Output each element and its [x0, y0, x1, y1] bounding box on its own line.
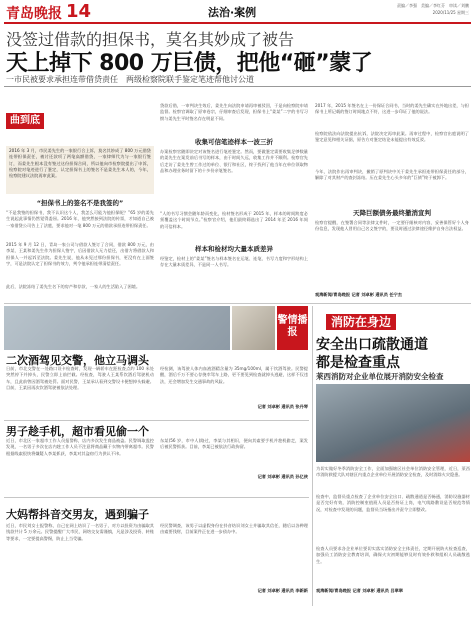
subhead-4: 天降巨额债务最终撤消宣判 [353, 209, 431, 217]
case-3-body-cont: 经民警调查，该男子以虚假身份在抖音结识刘女士并骗取其信任，随后以各种理由索要钱财，目前案件正在进一步侦办中。 [160, 523, 308, 535]
case-3-title: 大妈帮抖音交男友，遇到骗子 [6, 508, 149, 521]
story-body-col1-p3: 此后，法院冻结了姜先生名下的房产和存款，一家人的生活陷入了困境。 [6, 284, 141, 289]
editor-credits: 责编／李强 美编／李红芬 审读／刘鹏 [397, 3, 469, 8]
story-body-col1-p2: 2015 年 9 月 12 日，青岛一家公司与借款人签订了合同，借款 800 万元，由李某、王某和姜先生作为担保人签字，后因借款人无力偿还，出借方将借款人和担保人一并起诉至法院。姜先生说，他从未见过那份担保书，更没有在上面签字，可是法院认定了担保书的效力，判令他承担连带清偿责任。 [6, 242, 154, 266]
fire-tag: 消防在身边 [326, 314, 396, 330]
headline-rule [4, 86, 471, 87]
fire-title-line1: 安全出口疏散通道 [316, 337, 428, 353]
page-number: 14 [66, 1, 92, 22]
subhead-2: 收集可信笔迹样本一波三折 [195, 138, 273, 146]
case-1-body: 日前，市北交警在一处路口设卡检查时，发现一辆轿车在距检查点约 100 米处突然停下并掉头，民警立即上前拦截。经检查，驾驶人王某系饮酒后驾驶机动车，且此前曾因酒驾被处罚。面对民警，王某承认看到交警设卡便想掉头躲避。目前，王某因再次饮酒驾驶被依法处理。 [6, 366, 154, 390]
case-divider-1 [4, 420, 309, 421]
fire-photo [316, 384, 470, 462]
fire-deck: 莱西消防对企业单位展开消防安全检查 [316, 372, 444, 381]
case-1-byline: 记者 刘卓彬 通讯员 张丹琴 [257, 404, 308, 409]
story-body-col2-p2: 办案检察官随即决定对该签名进行笔迹鉴定。然而，要做鉴定需要收集足够数量的姜先生在案发前后书写的样本，由于时间久远，收集工作并不顺利。检察官先后走访了姜先生曾工作过的单位、银行和社区，终于找到了他当年在单位领取物品和办理业务时留下的十多份亲笔签名。 [160, 149, 308, 173]
case-divider-2 [4, 497, 309, 498]
case-1-body-cont: 经检测，该驾驶人体内血液酒精含量为 35mg/100ml，属于饮酒驾驶。民警提醒，酒后千万不要心存侥幸驾车上路，更不要见到检查就掉头逃避，这样不仅违法，还会增加发生交通事故的风险。 [160, 366, 308, 384]
case-2-body-cont: 东某(56 岁，市中人)路过，李某与其相识，便向其索要手机并趁机偷走，案发后被民警抓获。目前，李某已被依法行政拘留。 [160, 438, 308, 450]
story-body-col3-p2: 检察院依法向法院提出抗诉，法院决定再审此案。再审过程中，检察官出庭说明了鉴定意见和相关证据，原告方对鉴定结论未能提出有效反驳。 [315, 131, 469, 143]
story-lead: 2016 年 3 月，市民姜先生的一家银行合上诉，莫名其妙成了 800 万元借贷连带担保责任，被讨还款项了两笔高额借贷，一家律师代为与一家银行签订，而姜先生根本没有签过这份担保合同，所以他向市检察院提出了申诉，检察院对笔迹进行了鉴定，认定担保书上的签名不是姜先生本人的，今年，检察院建议法院再审此案。 [6, 146, 154, 194]
story-body-col2-p3: “人的书写习惯会随年龄而变化，检材签名形成于 2015 年，样本的时间跨度必须覆盖这个时间节点。”检察官介绍，他们最终筛选出了 2014 年至 2016 年间的可信样本。 [160, 211, 308, 229]
header-rule [4, 22, 471, 24]
story-byline: 观海新闻/青岛晚报 记者 刘卓彬 通讯员 任宁杰 [315, 292, 402, 297]
case-2-title: 男子趁手机，超市看见偷一个 [6, 425, 149, 438]
case-photo-cars [4, 306, 230, 350]
story-body-col3-p3: 今年，法院作出再审判决，撤销了原判决中关于姜先生承担连带担保责任的部分，解除了对其财产的查封冻结。压在姜先生心头多年的“巨债”终于被卸下。 [315, 169, 469, 181]
fire-title-line2: 都是检查重点 [316, 355, 400, 371]
story-body-col2-p4: 经鉴定，检材上的“姜某”签名与样本签名在运笔、连笔、书写力度和字形结构上存在大量本质差异，不是同一人书写。 [160, 256, 308, 268]
story-headline: 天上掉下 800 万巨债，把他“砸”蒙了 [6, 51, 373, 76]
column-tag: 曲到底 [6, 113, 44, 129]
case-tag: 警情播报 [277, 306, 308, 350]
subhead-1: “担保书上的签名不是我签的” [36, 199, 124, 207]
subhead-3: 样本和检材均大量本质差异 [195, 245, 273, 253]
fire-body-p1: 为切实做好冬季消防安全工作，全面加强辖区社会单位消防安全管理，近日，莱西市消防救援大队对辖区内重点企业单位开展消防安全检查，及时消除火灾隐患。 [316, 466, 470, 478]
issue-date: 2020/11/25 星期三 [432, 10, 469, 15]
section-title: 法治·案例 [208, 6, 257, 19]
story-body-col3-p1: 2017 年，2015 年签名在上一份保证合同书，当时的姜先生确实在外地出差，与担保书上所记载的签订时间地点不符，这进一步印证了他的说法。 [315, 103, 469, 115]
case-2-body: 近日，市北区一家超市工作人员报警称，店内多次发生商品被盗。民警调取监控发现，一名男子多次在店内趁工作人员不注意将商品藏于衣物内带离超市。民警根据线索很快将嫌疑人李某抓获，李某对其盗窃行为供认不讳。 [6, 438, 154, 456]
section-divider [4, 303, 471, 304]
story-deck: 一市民被要求承担连带借贷责任 两级检察院联手鉴定笔迹帮他讨公道 [6, 75, 254, 84]
case-3-body: 近日，市民刘女士报警称，自己在网上结识了一名男子，对方以投资为由骗取其钱款共计 5 万余元。民警提醒广大市民，网络交友需谨慎，凡是涉及投资、转账等要求，一定要提高警惕，防止上当受骗。 [6, 523, 154, 541]
fire-body-p2: 检查中，监督员重点检查了企业单位安全出口、疏散通道是否畅通，消防设施器材是否完好有效，消防控制室值班人员是否持证上岗，电气线路敷设是否规范等情况，对检查中发现的问题，监督员当场指出并责令立即整改。 [316, 494, 470, 512]
story-body-col1-p1: “不是我签的担保书，我不认识这个人，我怎么可能为他担保呢？”65 岁的姜先生说起此事情仍然觉得委屈。2016 年，他突然接到法院的传票，才知道自己被一家借贷公司告上了法庭，要求他对一笔 800 万元的借款承担连带担保责任。 [6, 210, 154, 228]
case-3-byline: 记者 刘卓彬 通讯员 李新新 [257, 588, 308, 593]
story-kicker: 没签过借款的担保书，莫名其妙成了被告 [6, 30, 295, 49]
case-1-title: 二次酒驾见交警，他立马调头 [6, 354, 149, 367]
fire-body-p3: 检查人员要求各企业单位要切实落实消防安全主体责任，定期开展防火检查巡查，加强员工消防安全教育培训，确保火灾初期能够及时有效扑救和组织人员疏散逃生。 [316, 546, 470, 564]
newspaper-logo: 青岛晚报 [6, 6, 62, 22]
fire-byline: 观海新闻/青岛晚报 记者 刘卓彬 通讯员 吕翠翠 [316, 588, 403, 593]
column-divider [312, 306, 313, 606]
case-2-byline: 记者 刘卓彬 通讯员 孙亿侠 [257, 474, 308, 479]
case-photo-2 [232, 306, 275, 350]
header-meta [379, 2, 469, 16]
story-body-col2-p1: 贷款后借，一审判决生效后，姜先生向法院申请再审被驳回，于是向检察院申请监督。检察官调取了原审卷宗，仔细审查后发现，担保书上“姜某”二字的书写习惯与姜先生平时签名存在明显不同。 [160, 103, 308, 121]
story-body-col3-p4: 检察官提醒，在签署合同等法律文件时，一定要仔细核对内容，妥善保管好个人身份信息，发现他人冒用自己名义签字的，要及时通过法律途径维护自身合法权益。 [315, 220, 469, 232]
